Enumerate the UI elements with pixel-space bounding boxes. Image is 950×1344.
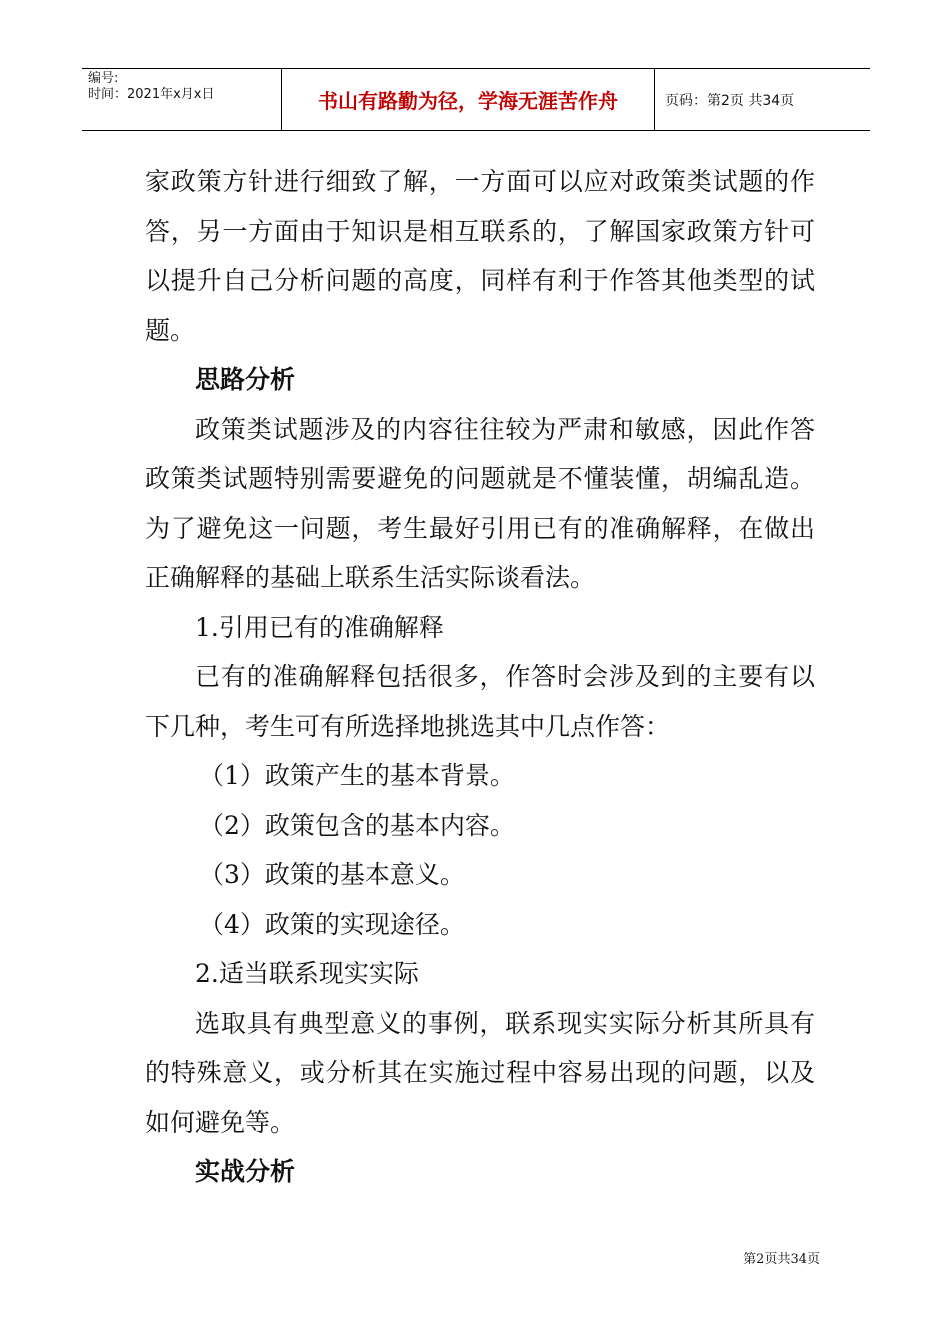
time-label: 时间：2021年x月x日 bbox=[88, 87, 215, 102]
paragraph-1: 家政策方针进行细致了解，一方面可以应对政策类试题的作答，另一方面由于知识是相互联系的，了解国家政策方针可以提升自己分析问题的高度，同样有利于作答其他类型的试题。 bbox=[145, 167, 815, 345]
page-header bbox=[82, 68, 870, 131]
subheading-1: 1.引用已有的准确解释 bbox=[195, 612, 444, 642]
paragraph-4: 选取具有典型意义的事例，联系现实实际分析其所具有的特殊意义，或分析其在实施过程中容易出现的问题，以及如何避免等。 bbox=[145, 1008, 815, 1137]
code-label: 编号: bbox=[88, 71, 119, 86]
document-body bbox=[145, 157, 815, 1197]
header-page-info: 页码：第2页 共34页 bbox=[665, 92, 795, 109]
header-meta bbox=[82, 69, 282, 130]
list-item: （1）政策产生的基本背景。 bbox=[199, 761, 515, 790]
heading-thinking-analysis: 思路分析 bbox=[195, 365, 296, 394]
list-item: （2）政策包含的基本内容。 bbox=[199, 810, 515, 840]
header-motto: 书山有路勤为径，学海无涯苦作舟 bbox=[282, 69, 655, 130]
page-footer: 第2页共34页 bbox=[743, 1252, 820, 1267]
subheading-2: 2.适当联系现实实际 bbox=[195, 959, 419, 988]
heading-practice-analysis: 实战分析 bbox=[195, 1157, 296, 1186]
paragraph-3: 已有的准确解释包括很多，作答时会涉及到的主要有以下几种，考生可有所选择地挑选其中几点作答： bbox=[145, 662, 815, 741]
list-item: （4）政策的实现途径。 bbox=[199, 909, 465, 939]
list-item: （3）政策的基本意义。 bbox=[199, 860, 465, 889]
paragraph-2: 政策类试题涉及的内容往往较为严肃和敏感，因此作答政策类试题特别需要避免的问题就是不懂装懂，胡编乱造。为了避免这一问题，考生最好引用已有的准确解释，在做出正确解释的基础上联系生活实际谈看法。 bbox=[145, 414, 815, 592]
